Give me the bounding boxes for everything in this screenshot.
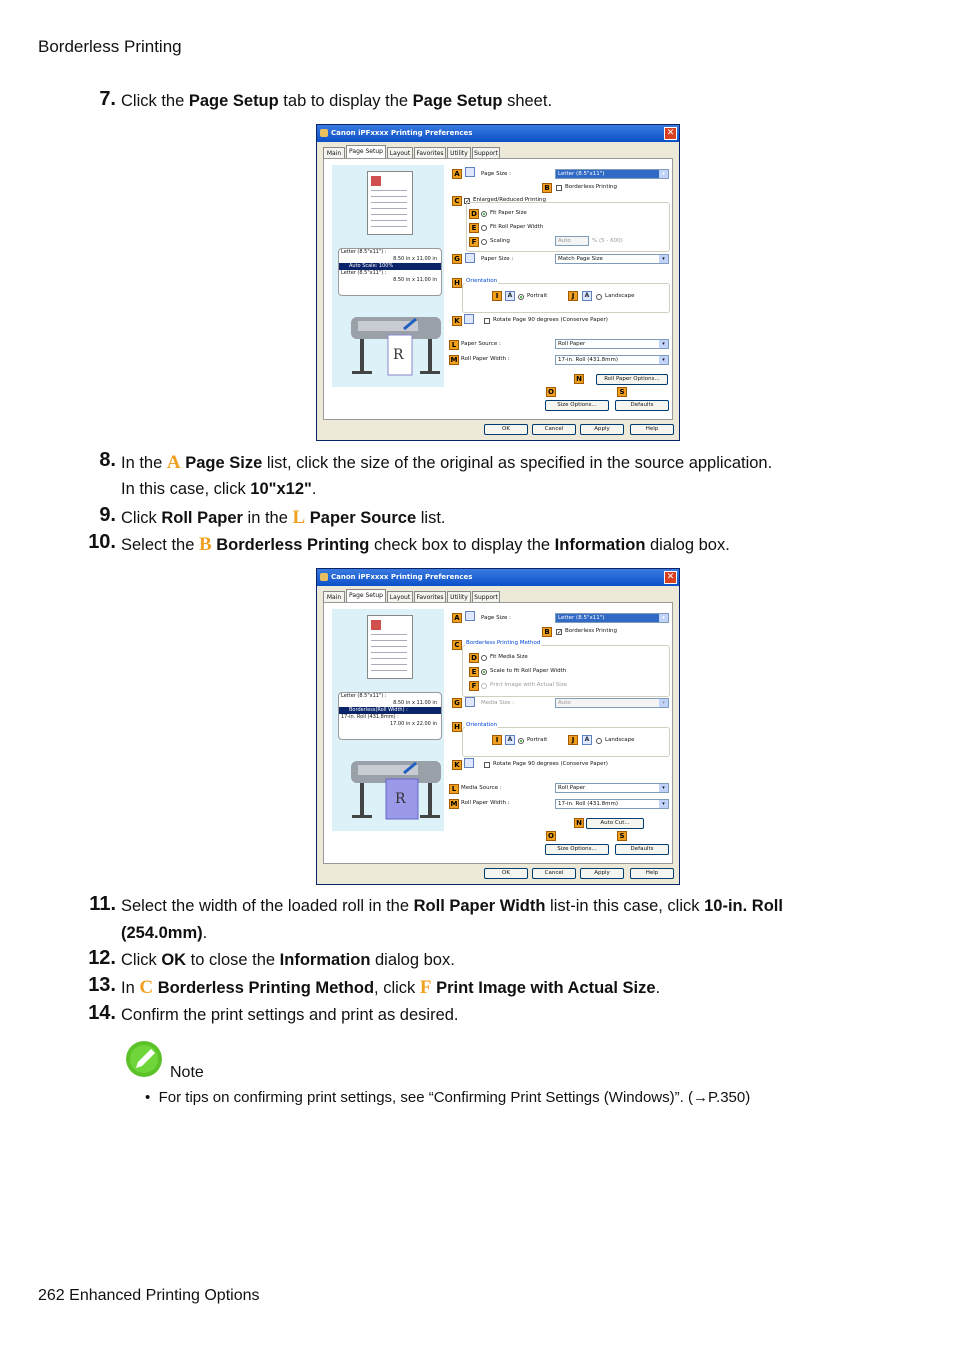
page-size-dropdown[interactable]: Letter (8.5"x11") ▾ xyxy=(555,613,669,623)
borderless-checkbox[interactable] xyxy=(556,185,562,191)
step-number: 12. xyxy=(88,947,116,969)
step-number: 10. xyxy=(88,531,116,553)
landscape-label: Landscape xyxy=(605,737,635,743)
label-d: D xyxy=(469,209,479,219)
cancel-button[interactable]: Cancel xyxy=(532,424,576,435)
size-info-box: Letter (8.5"x11") : 8.50 in x 11.00 in Auto Scale: 100% Letter (8.5"x11") : 8.50 in x 11.00 in xyxy=(338,248,442,296)
tab-layout[interactable]: Layout xyxy=(387,591,413,602)
portrait-radio[interactable] xyxy=(518,738,524,744)
rotate-icon xyxy=(464,314,474,324)
step-11-text: Select the width of the loaded roll in the Roll Paper Width list-in this case, click 10-in. Roll xyxy=(121,897,783,915)
label-c: C xyxy=(452,640,462,650)
label-l: L xyxy=(449,784,459,794)
tab-page-setup[interactable]: Page Setup xyxy=(346,145,386,158)
fit-paper-size-radio[interactable] xyxy=(481,211,487,217)
fit-roll-width-label: Fit Roll Paper Width xyxy=(490,224,544,230)
page-thumbnail xyxy=(367,615,413,679)
roll-width-label: Roll Paper Width : xyxy=(461,800,510,806)
step-number: 7. xyxy=(99,88,116,110)
scaling-label: Scaling xyxy=(490,238,510,244)
auto-cut-button[interactable]: Auto Cut... xyxy=(586,818,644,829)
roll-width-dropdown[interactable]: 17-in. Roll (431.8mm) ▾ xyxy=(555,799,669,809)
tab-main[interactable]: Main xyxy=(323,591,345,602)
label-m: M xyxy=(450,356,458,364)
fit-media-size-label: Fit Media Size xyxy=(490,654,528,660)
scaling-radio[interactable] xyxy=(481,239,487,245)
label-g: G xyxy=(452,698,462,708)
label-f: F xyxy=(469,681,479,691)
actual-size-radio[interactable] xyxy=(481,683,487,689)
printer-icon xyxy=(320,573,328,581)
paper-source-label: Paper Source : xyxy=(461,341,501,347)
step-7-text: Click the Page Setup tab to display the Page Setup sheet. xyxy=(121,92,553,110)
media-size-icon xyxy=(465,697,475,707)
label-i: I xyxy=(492,735,502,745)
orientation-title: Orientation xyxy=(466,278,498,284)
media-size-dropdown[interactable]: Auto ▾ xyxy=(555,698,669,708)
step-number: 9. xyxy=(99,504,116,526)
label-d: D xyxy=(469,653,479,663)
label-l: L xyxy=(449,340,459,350)
dialog-titlebar: Canon iPFxxxx Printing Preferences ✕ xyxy=(317,569,679,586)
svg-text:R: R xyxy=(395,791,406,807)
label-s: S xyxy=(617,831,627,841)
label-h: H xyxy=(452,722,462,732)
rotate-checkbox[interactable] xyxy=(484,318,490,324)
paper-size-icon xyxy=(465,253,475,263)
page-footer: 262 Enhanced Printing Options xyxy=(38,1287,260,1304)
paper-source-dropdown[interactable]: Roll Paper ▾ xyxy=(555,339,669,349)
roll-options-button[interactable]: Roll Paper Options... xyxy=(596,374,668,385)
rotate-label: Rotate Page 90 degrees (Conserve Paper) xyxy=(493,761,608,767)
scaling-field[interactable]: Auto xyxy=(555,236,589,246)
scale-roll-width-label: Scale to fit Roll Paper Width xyxy=(490,668,567,674)
tab-page-setup[interactable]: Page Setup xyxy=(346,589,386,602)
label-g: G xyxy=(452,254,462,264)
label-j: J xyxy=(568,735,578,745)
preview-area xyxy=(332,165,444,387)
page-size-label: Page Size : xyxy=(481,171,511,177)
tab-support[interactable]: Support xyxy=(472,591,500,602)
close-button[interactable]: ✕ xyxy=(664,127,677,140)
enlarge-checkbox[interactable]: ✓ xyxy=(465,198,471,205)
borderless-checkbox[interactable]: ✓ xyxy=(557,629,563,636)
label-n: N xyxy=(574,374,584,384)
roll-width-label: Roll Paper Width : xyxy=(461,356,510,362)
step-number: 13. xyxy=(88,974,116,996)
step-8-subtext: In this case, click 10"x12". xyxy=(121,480,317,498)
printer-illustration xyxy=(346,307,446,377)
portrait-label: Portrait xyxy=(527,737,548,743)
defaults-button[interactable]: Defaults xyxy=(615,844,669,855)
label-a: A xyxy=(452,613,462,623)
close-button[interactable]: ✕ xyxy=(664,571,677,584)
paper-size-dropdown[interactable]: Match Page Size ▾ xyxy=(555,254,669,264)
tab-utility[interactable]: Utility xyxy=(447,147,471,158)
page-setup-panel xyxy=(323,158,673,420)
step-14-text: Confirm the print settings and print as desired. xyxy=(121,1006,459,1024)
label-k: K xyxy=(452,316,462,326)
portrait-radio[interactable] xyxy=(518,294,524,300)
rotate-icon xyxy=(464,758,474,768)
media-source-dropdown[interactable]: Roll Paper ▾ xyxy=(555,783,669,793)
tab-favorites[interactable]: Favorites xyxy=(414,147,446,158)
label-b: B xyxy=(542,183,552,193)
printing-preferences-dialog-1 xyxy=(316,124,680,441)
scaling-range: % (5 - 600) xyxy=(592,238,623,244)
label-f: F xyxy=(469,237,479,247)
printing-preferences-dialog-2 xyxy=(316,568,680,885)
note-pencil-icon xyxy=(125,1040,163,1078)
step-11-subtext: (254.0mm). xyxy=(121,924,208,942)
page-size-label: Page Size : xyxy=(481,615,511,621)
label-k: K xyxy=(452,760,462,770)
landscape-radio[interactable] xyxy=(596,294,602,300)
page-setup-panel xyxy=(323,602,673,864)
landscape-icon: A xyxy=(582,735,592,745)
tab-layout[interactable]: Layout xyxy=(387,147,413,158)
media-size-label: Media Size : xyxy=(481,700,515,706)
running-header: Borderless Printing xyxy=(38,37,182,56)
label-o: O xyxy=(546,387,556,397)
borderless-label: Borderless Printing xyxy=(565,628,617,634)
ok-button[interactable]: OK xyxy=(484,424,528,435)
printer-icon xyxy=(320,129,328,137)
actual-size-label: Print Image with Actual Size xyxy=(490,682,568,688)
label-e: E xyxy=(469,667,479,677)
tab-main[interactable]: Main xyxy=(323,147,345,158)
step-12-text: Click OK to close the Information dialog box. xyxy=(121,951,455,969)
step-8-text: In the A Page Size list, click the size of the original as specified in the source application. xyxy=(121,452,773,473)
tab-favorites[interactable]: Favorites xyxy=(414,591,446,602)
landscape-radio[interactable] xyxy=(596,738,602,744)
cancel-button[interactable]: Cancel xyxy=(532,868,576,879)
landscape-icon: A xyxy=(582,291,592,301)
tab-support[interactable]: Support xyxy=(472,147,500,158)
borderless-method-title: Borderless Printing Method xyxy=(466,640,541,646)
label-e: E xyxy=(469,223,479,233)
enlarge-label: Enlarged/Reduced Printing xyxy=(473,197,546,203)
dialog-titlebar: Canon iPFxxxx Printing Preferences ✕ xyxy=(317,125,679,142)
portrait-icon: A xyxy=(505,291,515,301)
page-size-icon xyxy=(465,167,475,177)
size-options-button[interactable]: Size Options... xyxy=(545,400,609,411)
help-button[interactable]: Help xyxy=(630,868,674,879)
step-10-text: Select the B Borderless Printing check box to display the Information dialog box. xyxy=(121,534,730,555)
note-bullet-item: • For tips on confirming print settings, see “Confirming Print Settings (Windows)”. (→P.350) xyxy=(145,1089,751,1106)
fit-media-size-radio[interactable] xyxy=(481,655,487,661)
printer-illustration xyxy=(346,751,446,821)
rotate-label: Rotate Page 90 degrees (Conserve Paper) xyxy=(493,317,608,323)
apply-button[interactable]: Apply xyxy=(580,868,624,879)
label-a: A xyxy=(452,169,462,179)
step-number: 8. xyxy=(99,449,116,471)
orientation-title: Orientation xyxy=(466,722,498,728)
size-info-box: Letter (8.5"x11") : 8.50 in x 11.00 in Borderless(Roll Width) : 17-in. Roll (431.8mm) : 17.00 in x 22.00 in xyxy=(338,692,442,740)
portrait-label: Portrait xyxy=(527,293,548,299)
borderless-label: Borderless Printing xyxy=(565,184,617,190)
label-c: C xyxy=(452,196,462,206)
apply-button[interactable]: Apply xyxy=(580,424,624,435)
label-b: B xyxy=(542,627,552,637)
label-h: H xyxy=(452,278,462,288)
step-13-text: In C Borderless Printing Method, click F Print Image with Actual Size. xyxy=(121,977,661,998)
label-i: I xyxy=(492,291,502,301)
step-number: 14. xyxy=(88,1002,116,1024)
defaults-button[interactable]: Defaults xyxy=(615,400,669,411)
help-button[interactable]: Help xyxy=(630,424,674,435)
paper-size-label: Paper Size : xyxy=(481,256,514,262)
preview-area xyxy=(332,609,444,831)
tab-utility[interactable]: Utility xyxy=(447,591,471,602)
media-source-label: Media Source : xyxy=(461,785,502,791)
label-n: N xyxy=(574,818,584,828)
svg-text:R: R xyxy=(393,347,404,363)
scale-roll-width-radio[interactable] xyxy=(481,669,487,675)
roll-width-dropdown[interactable]: 17-in. Roll (431.8mm) ▾ xyxy=(555,355,669,365)
portrait-icon: A xyxy=(505,735,515,745)
page-thumbnail xyxy=(367,171,413,235)
ok-button[interactable]: OK xyxy=(484,868,528,879)
step-number: 11. xyxy=(89,893,116,915)
label-m: M xyxy=(450,800,458,808)
label-s: S xyxy=(617,387,627,397)
label-o: O xyxy=(546,831,556,841)
note-title: Note xyxy=(170,1064,204,1081)
fit-paper-size-label: Fit Paper Size xyxy=(490,210,527,216)
page-size-icon xyxy=(465,611,475,621)
page-size-dropdown[interactable]: Letter (8.5"x11") ▾ xyxy=(555,169,669,179)
size-options-button[interactable]: Size Options... xyxy=(545,844,609,855)
landscape-label: Landscape xyxy=(605,293,635,299)
label-j: J xyxy=(568,291,578,301)
fit-roll-width-radio[interactable] xyxy=(481,225,487,231)
rotate-checkbox[interactable] xyxy=(484,762,490,768)
step-9-text: Click Roll Paper in the L Paper Source list. xyxy=(121,507,446,528)
